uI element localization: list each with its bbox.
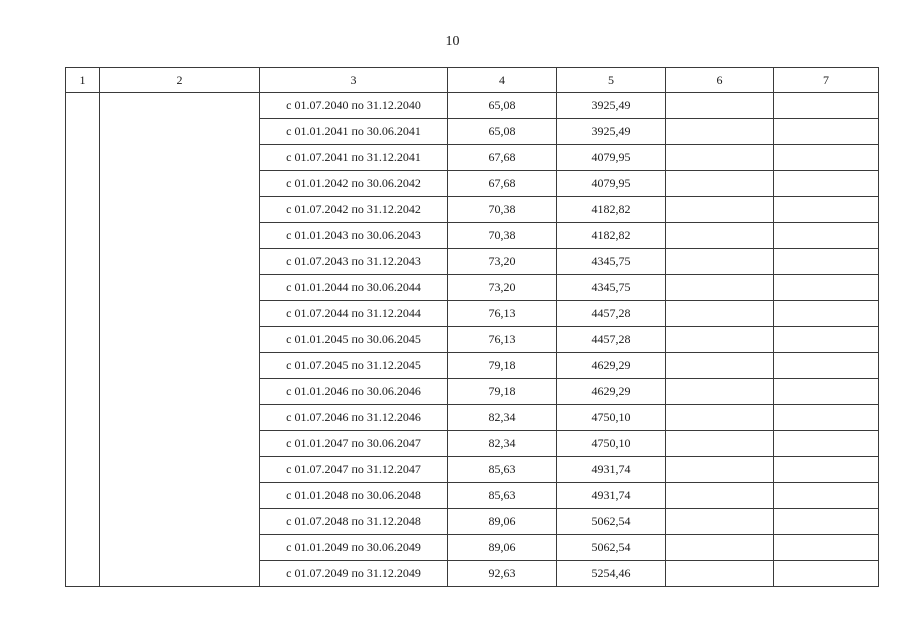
col7-cell	[774, 535, 879, 561]
col5-cell: 3925,49	[557, 119, 666, 145]
period-cell: с 01.07.2041 по 31.12.2041	[260, 145, 448, 171]
col6-cell	[666, 353, 774, 379]
col6-cell	[666, 171, 774, 197]
col4-cell: 79,18	[448, 379, 557, 405]
column-header-6: 6	[666, 68, 774, 93]
period-cell: с 01.01.2043 по 30.06.2043	[260, 223, 448, 249]
period-cell: с 01.01.2042 по 30.06.2042	[260, 171, 448, 197]
col7-cell	[774, 405, 879, 431]
column-header-3: 3	[260, 68, 448, 93]
period-cell: с 01.01.2048 по 30.06.2048	[260, 483, 448, 509]
table-body	[66, 93, 879, 587]
col6-cell	[666, 119, 774, 145]
col5-cell: 4750,10	[557, 405, 666, 431]
col7-cell	[774, 457, 879, 483]
col7-cell	[774, 145, 879, 171]
col4-cell: 67,68	[448, 171, 557, 197]
period-cell: с 01.01.2046 по 30.06.2046	[260, 379, 448, 405]
col4-cell: 70,38	[448, 223, 557, 249]
column-header-5: 5	[557, 68, 666, 93]
column-header-2: 2	[100, 68, 260, 93]
period-cell: с 01.07.2048 по 31.12.2048	[260, 509, 448, 535]
period-cell: с 01.07.2043 по 31.12.2043	[260, 249, 448, 275]
period-cell: с 01.07.2049 по 31.12.2049	[260, 561, 448, 587]
col4-cell: 82,34	[448, 431, 557, 457]
col7-cell	[774, 561, 879, 587]
col6-cell	[666, 379, 774, 405]
col5-cell: 4931,74	[557, 457, 666, 483]
col5-cell: 4079,95	[557, 145, 666, 171]
column-header-7: 7	[774, 68, 879, 93]
col7-cell	[774, 483, 879, 509]
period-cell: с 01.07.2046 по 31.12.2046	[260, 405, 448, 431]
period-cell: с 01.01.2047 по 30.06.2047	[260, 431, 448, 457]
col5-cell: 4345,75	[557, 275, 666, 301]
col6-cell	[666, 457, 774, 483]
col5-cell: 4182,82	[557, 197, 666, 223]
period-cell: с 01.07.2045 по 31.12.2045	[260, 353, 448, 379]
col7-cell	[774, 431, 879, 457]
col6-cell	[666, 405, 774, 431]
col4-cell: 73,20	[448, 249, 557, 275]
column-header-1: 1	[66, 68, 100, 93]
col4-cell: 73,20	[448, 275, 557, 301]
col6-cell	[666, 561, 774, 587]
col6-cell	[666, 275, 774, 301]
col5-cell: 3925,49	[557, 93, 666, 119]
period-cell: с 01.01.2041 по 30.06.2041	[260, 119, 448, 145]
merged-cell-col2	[100, 93, 260, 587]
period-cell: с 01.07.2044 по 31.12.2044	[260, 301, 448, 327]
col4-cell: 82,34	[448, 405, 557, 431]
period-cell: с 01.01.2044 по 30.06.2044	[260, 275, 448, 301]
col7-cell	[774, 327, 879, 353]
col7-cell	[774, 249, 879, 275]
col7-cell	[774, 353, 879, 379]
col7-cell	[774, 275, 879, 301]
period-cell: с 01.07.2047 по 31.12.2047	[260, 457, 448, 483]
col6-cell	[666, 197, 774, 223]
col5-cell: 4079,95	[557, 171, 666, 197]
col4-cell: 76,13	[448, 301, 557, 327]
period-cell: с 01.01.2049 по 30.06.2049	[260, 535, 448, 561]
col6-cell	[666, 145, 774, 171]
col4-cell: 85,63	[448, 457, 557, 483]
col6-cell	[666, 249, 774, 275]
col5-cell: 5062,54	[557, 509, 666, 535]
col7-cell	[774, 301, 879, 327]
col6-cell	[666, 93, 774, 119]
col7-cell	[774, 119, 879, 145]
col6-cell	[666, 509, 774, 535]
col5-cell: 5254,46	[557, 561, 666, 587]
col4-cell: 89,06	[448, 535, 557, 561]
col6-cell	[666, 327, 774, 353]
col5-cell: 4457,28	[557, 327, 666, 353]
col7-cell	[774, 171, 879, 197]
col5-cell: 4457,28	[557, 301, 666, 327]
col7-cell	[774, 93, 879, 119]
period-cell: с 01.01.2045 по 30.06.2045	[260, 327, 448, 353]
col4-cell: 79,18	[448, 353, 557, 379]
col4-cell: 76,13	[448, 327, 557, 353]
table-row	[66, 93, 879, 119]
col5-cell: 4931,74	[557, 483, 666, 509]
col7-cell	[774, 197, 879, 223]
col5-cell: 5062,54	[557, 535, 666, 561]
col6-cell	[666, 535, 774, 561]
col6-cell	[666, 301, 774, 327]
header-row	[66, 68, 879, 93]
col4-cell: 85,63	[448, 483, 557, 509]
merged-cell-col1	[66, 93, 100, 587]
tariff-table	[65, 67, 879, 587]
col6-cell	[666, 483, 774, 509]
col7-cell	[774, 223, 879, 249]
col5-cell: 4345,75	[557, 249, 666, 275]
col7-cell	[774, 379, 879, 405]
col7-cell	[774, 509, 879, 535]
period-cell: с 01.07.2040 по 31.12.2040	[260, 93, 448, 119]
col4-cell: 89,06	[448, 509, 557, 535]
col5-cell: 4750,10	[557, 431, 666, 457]
col6-cell	[666, 223, 774, 249]
page-number: 10	[445, 34, 460, 49]
col4-cell: 65,08	[448, 119, 557, 145]
col6-cell	[666, 431, 774, 457]
column-header-4: 4	[448, 68, 557, 93]
col4-cell: 70,38	[448, 197, 557, 223]
col5-cell: 4629,29	[557, 379, 666, 405]
col4-cell: 65,08	[448, 93, 557, 119]
col5-cell: 4629,29	[557, 353, 666, 379]
col4-cell: 92,63	[448, 561, 557, 587]
col5-cell: 4182,82	[557, 223, 666, 249]
col4-cell: 67,68	[448, 145, 557, 171]
period-cell: с 01.07.2042 по 31.12.2042	[260, 197, 448, 223]
